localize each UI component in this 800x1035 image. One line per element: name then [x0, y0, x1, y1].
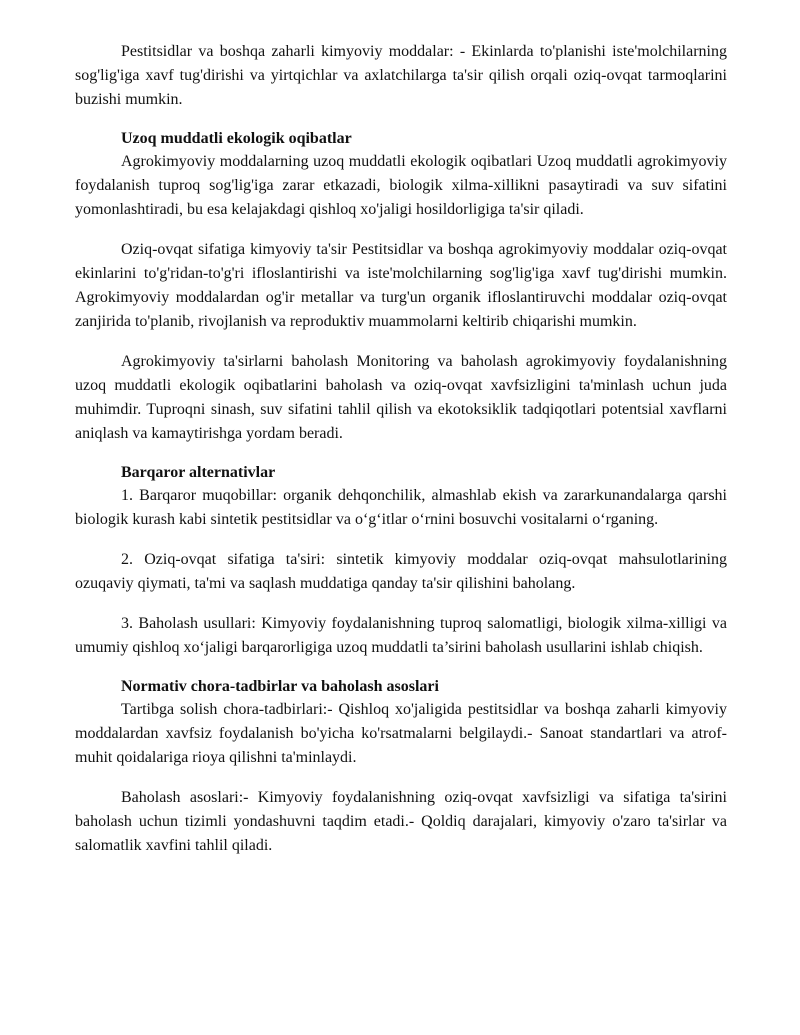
section-heading-regulatory-measures: Normativ chora-tadbirlar va baholash asoslari [121, 678, 439, 695]
list-item-food-quality: 2. Oziq-ovqat sifatiga ta'siri: sintetik kimyoviy moddalar oziq-ovqat mahsulotlarining ozuqaviy qiymati, ta'mi va saqlash muddatiga qanday ta'sir qilishini baholang. [75, 551, 727, 592]
intro-paragraph: Pestitsidlar va boshqa zaharli kimyoviy moddalar: - Ekinlarda to'planishi iste'molchilarning sog'lig'iga xavf tug'dirishi va yirtqichlar va axlatchilarga ta'sir qilish orqali oziq-ovqat tarmoqlarini buzishi mumkin. [75, 43, 727, 108]
section-heading-ecological-consequences: Uzoq muddatli ekologik oqibatlar [121, 130, 352, 147]
paragraph-food-quality-impact: Oziq-ovqat sifatiga kimyoviy ta'sir Pestitsidlar va boshqa agrokimyoviy moddalar oziq-ovqat ekinlarini to'g'ridan-to'g'ri ifloslantirishi va iste'molchilarning sog'lig'iga xavf tug'dirishi mumkin. Agrokimyoviy moddalardan og'ir metallar va turg'un organik ifloslantiruvchi moddalar oziq-ovqat zanjirida to'planib, rivojlanish va reproduktiv muammolarni keltirib chiqarishi mumkin. [75, 241, 727, 330]
paragraph-long-term-consequences: Agrokimyoviy moddalarning uzoq muddatli ekologik oqibatlari Uzoq muddatli agrokimyoviy foydalanish tuproq sog'lig'iga zarar etkazadi, biologik xilma-xillikni pasaytiradi va suv sifatini yomonlashtiradi, bu esa kelajakdagi qishloq xo'jaligi hosildorligiga ta'sir qiladi. [75, 153, 727, 218]
document-page [75, 40, 727, 858]
list-item-sustainable-alternatives: 1. Barqaror muqobillar: organik dehqonchilik, almashlab ekish va zararkunandalarga qarshi biologik kurash kabi sintetik pestitsidlar va o‘g‘itlar o‘rnini bosuvchi vositalarni o‘rganing. [75, 487, 727, 528]
paragraph-assessment: Agrokimyoviy ta'sirlarni baholash Monitoring va baholash agrokimyoviy foydalanishning uzoq muddatli ekologik oqibatlarini baholash va oziq-ovqat xavfsizligini ta'minlash uchun juda muhimdir. Tuproqni sinash, suv sifatini tahlil qilish va ekotoksiklik tadqiqotlari potentsial xavflarni aniqlash va kamaytirishga yordam beradi. [75, 353, 727, 442]
paragraph-regulatory-measures: Tartibga solish chora-tadbirlari:- Qishloq xo'jaligida pestitsidlar va boshqa zaharli kimyoviy moddalardan xavfsiz foydalanish bo'yicha ko'rsatmalarni belgilaydi.- Sanoat standartlari va atrof-muhit qoidalariga rioya qilishni ta'minlaydi. [75, 701, 727, 766]
list-item-assessment-methods: 3. Baholash usullari: Kimyoviy foydalanishning tuproq salomatligi, biologik xilma-xilligi va umumiy qishloq xo‘jaligi barqarorligiga uzoq muddatli ta’sirini baholash usullarini ishlab chiqish. [75, 615, 727, 656]
paragraph-assessment-frameworks: Baholash asoslari:- Kimyoviy foydalanishning oziq-ovqat xavfsizligi va sifatiga ta'sirini baholash uchun tizimli yondashuvni taqdim etadi.- Qoldiq darajalari, kimyoviy o'zaro ta'sirlar va salomatlik xavfini tahlil qiladi. [75, 789, 727, 854]
section-heading-sustainable-alternatives: Barqaror alternativlar [121, 464, 276, 481]
